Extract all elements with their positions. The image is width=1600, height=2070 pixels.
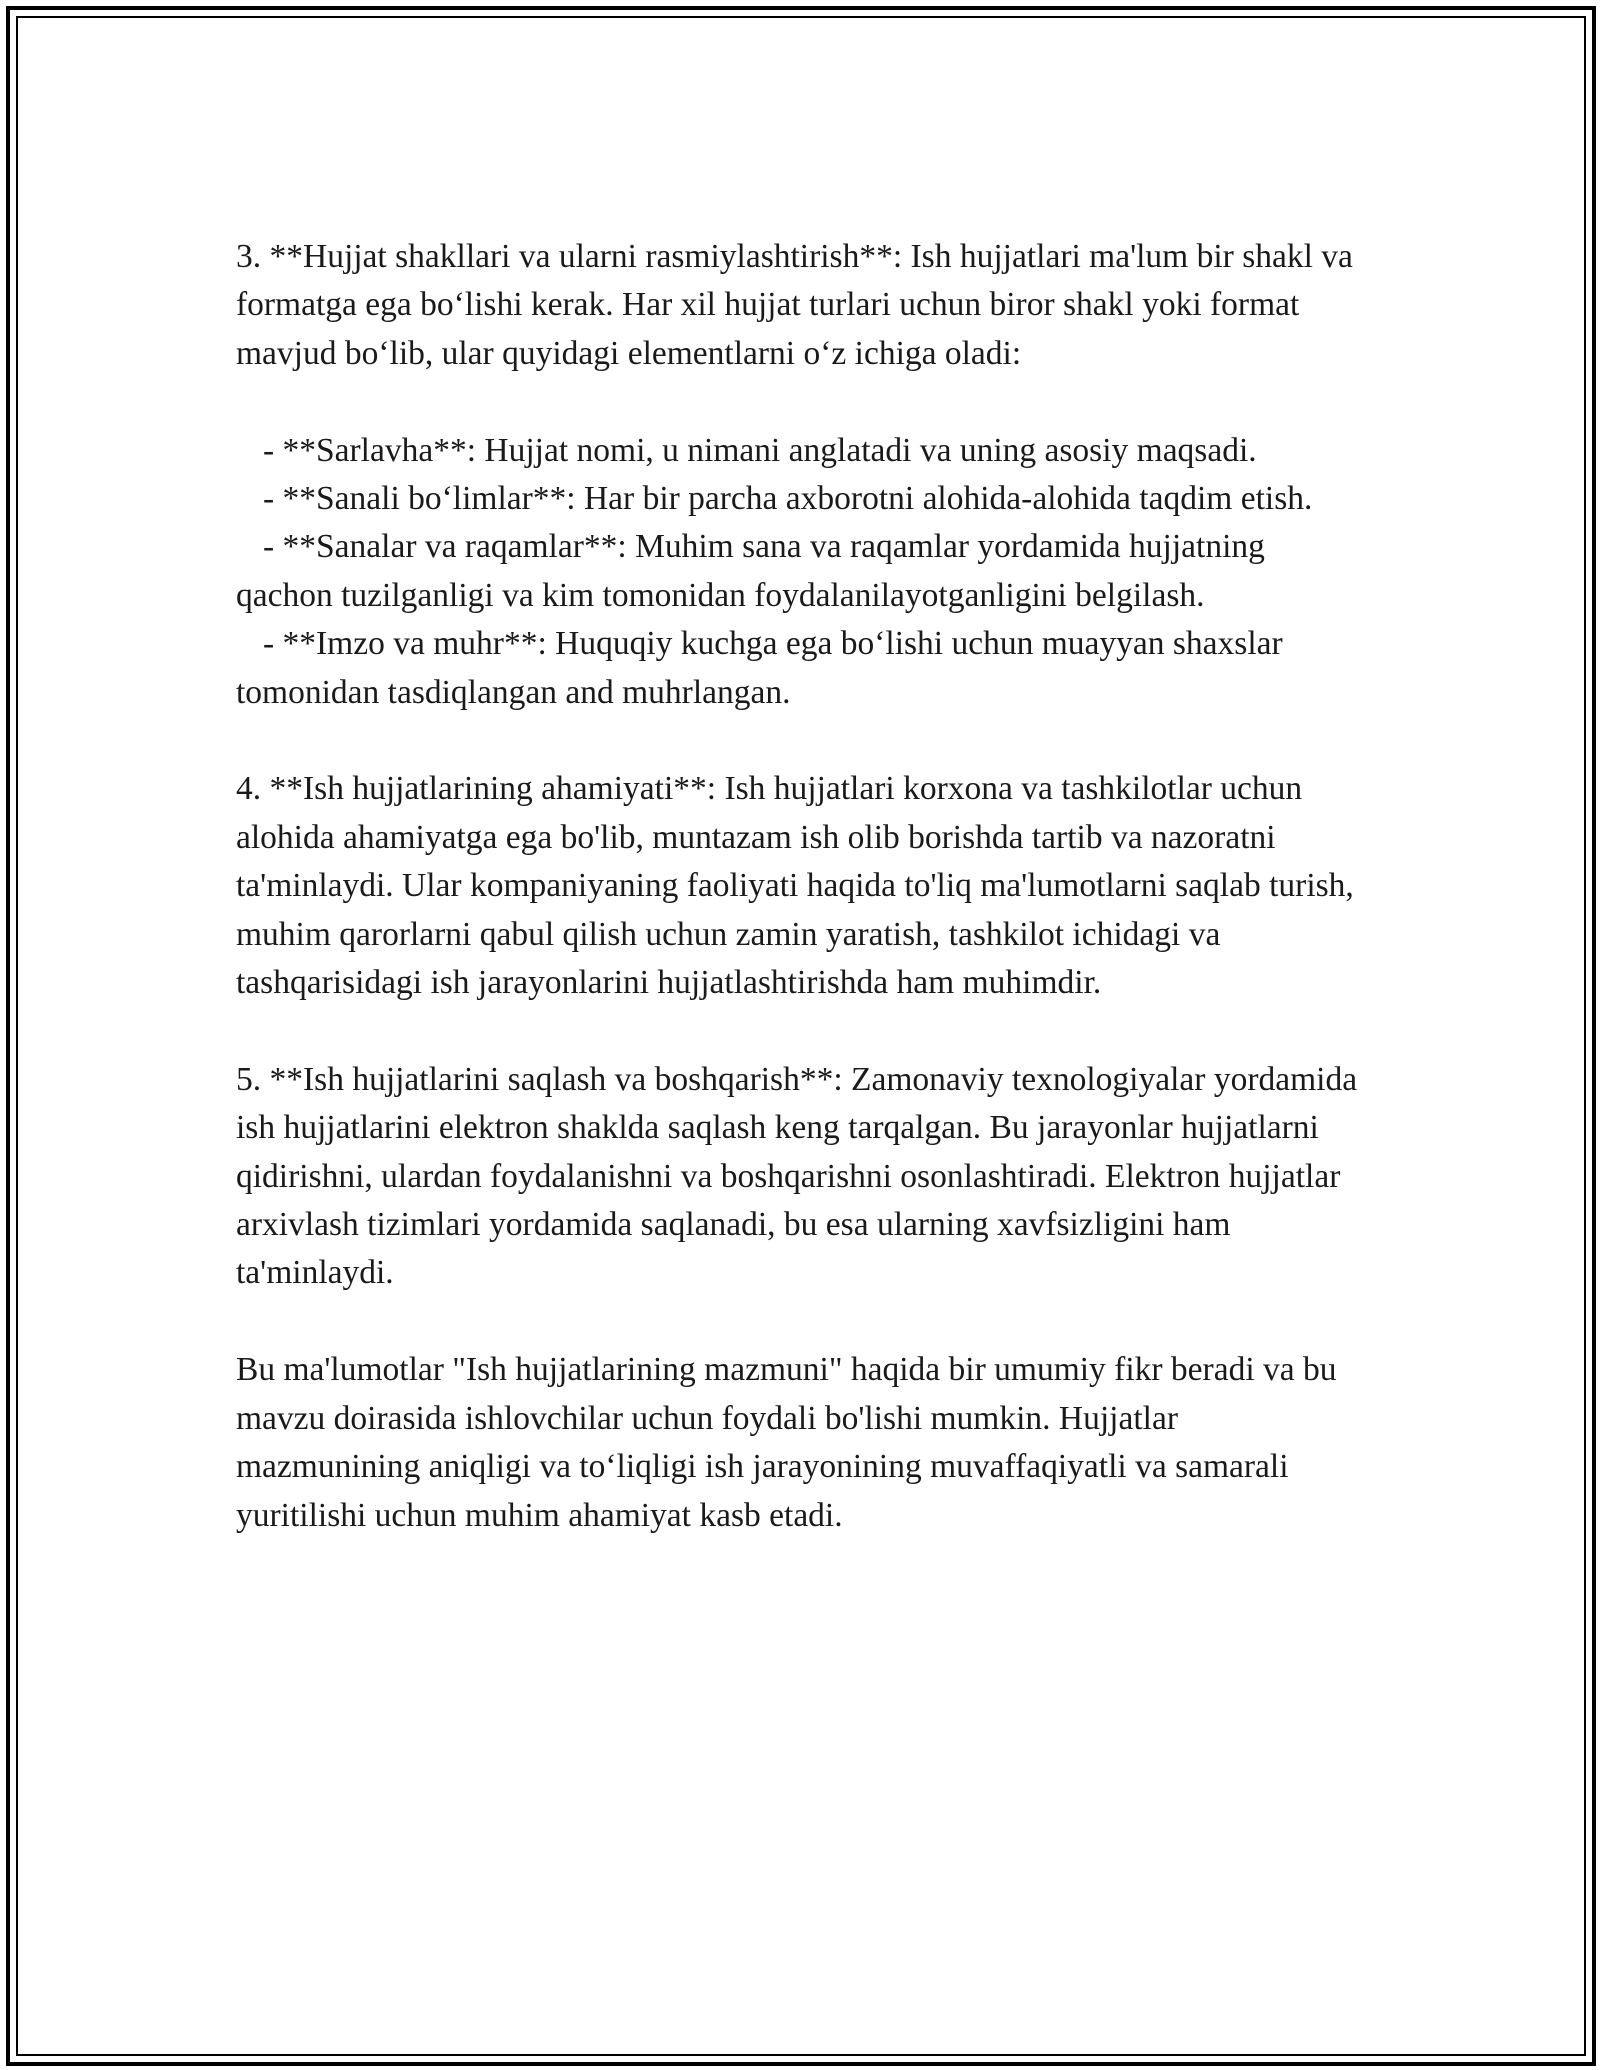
section-3-intro: 3. **Hujjat shakllari va ularni rasmiylashtirish**: Ish hujjatlari ma'lum bir shakl va formatga ega bo‘lishi kerak. Har xil hujjat turlari uchun biror shakl yoki format mavjud bo‘lib, ular quyidagi elementlarni o‘z ichiga oladi: (236, 238, 1353, 372)
section-3-bullet-list (236, 427, 1366, 717)
bullet-item (236, 620, 1366, 717)
section-4-paragraph: 4. **Ish hujjatlarining ahamiyati**: Ish hujjatlari korxona va tashkilotlar uchun alohida ahamiyatga ega bo'lib, muntazam ish olib borishda tartib va nazoratni ta'minlaydi. Ular kompaniyaning faoliyati haqida to'liq ma'lumotlarni saqlab turish, muhim qarorlarni qabul qilish uchun zamin yaratish, tashkilot ichidagi va tashqarisidagi ish jarayonlarini hujjatlashtirishda ham muhimdir. (236, 770, 1354, 1002)
bullet-text: - **Sarlavha**: Hujjat nomi, u nimani anglatadi va uning asosiy maqsadi. (263, 431, 1257, 469)
bullet-item (236, 523, 1366, 620)
bullet-text: - **Imzo va muhr**: Huquqiy kuchga ega bo‘lishi uchun muayyan shaxslar tomonidan tasdiqlangan and muhrlangan. (236, 625, 1283, 711)
conclusion-paragraph: Bu ma'lumotlar "Ish hujjatlarining mazmuni" haqida bir umumiy fikr beradi va bu mavzu doirasida ishlovchilar uchun foydali bo'lishi mumkin. Hujjatlar mazmunining aniqligi va to‘liqligi ish jarayonining muvaffaqiyatli va samarali yuritilishi uchun muhim ahamiyat kasb etadi. (236, 1351, 1337, 1534)
document-body (236, 233, 1366, 1540)
section-5-paragraph: 5. **Ish hujjatlarini saqlash va boshqarish**: Zamonaviy texnologiyalar yordamida ish hujjatlarini elektron shaklda saqlash keng tarqalgan. Bu jarayonlar hujjatlarni qidirishni, ulardan foydalanishni va boshqarishni osonlashtiradi. Elektron hujjatlar arxivlash tizimlari yordamida saqlanadi, bu esa ularning xavfsizligini ham ta'minlaydi. (236, 1060, 1358, 1292)
bullet-item (236, 475, 1366, 523)
bullet-item (236, 427, 1366, 475)
bullet-text: - **Sanali bo‘limlar**: Har bir parcha axborotni alohida-alohida taqdim etish. (263, 480, 1313, 518)
bullet-text: - **Sanalar va raqamlar**: Muhim sana va raqamlar yordamida hujjatning qachon tuzilganligi va kim tomonidan foydalanilayotganligini belgilash. (236, 528, 1265, 614)
